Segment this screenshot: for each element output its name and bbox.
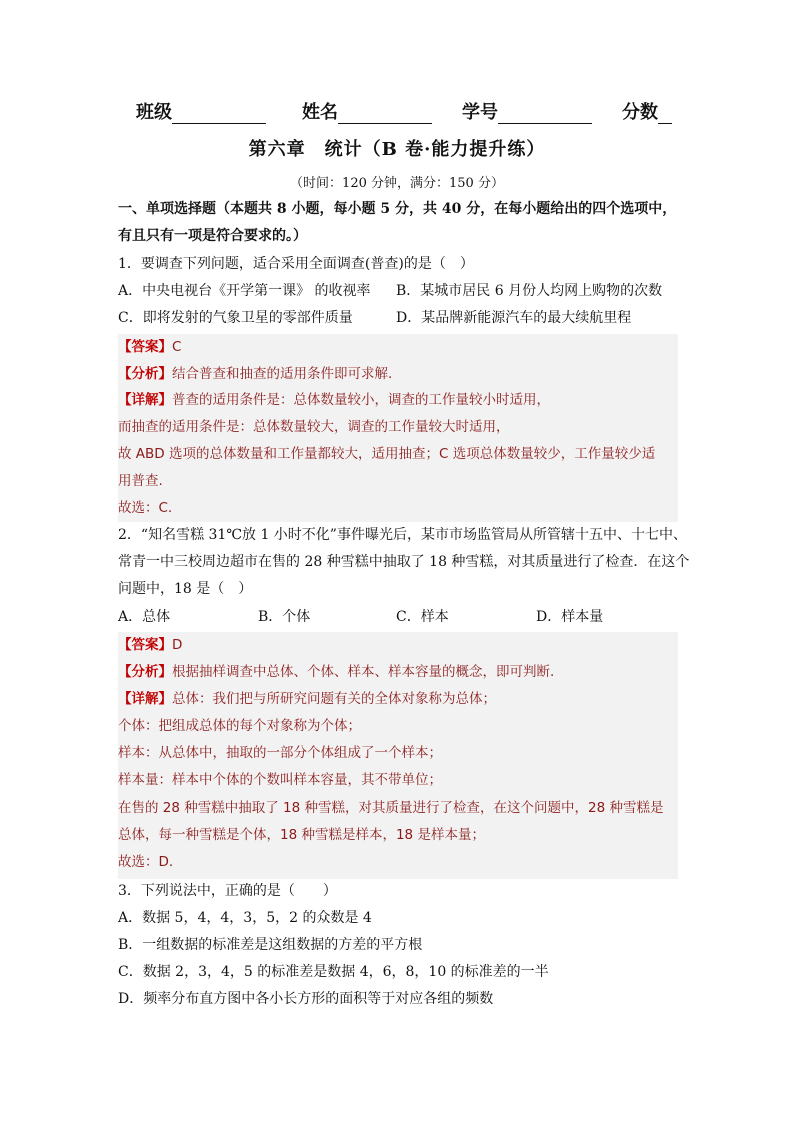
q1-analysis xyxy=(118,364,392,384)
analysis-tag: 【分析】 xyxy=(118,664,172,680)
section-heading xyxy=(118,196,678,250)
q1-analysis-text: 结合普查和抽查的适用条件即可求解. xyxy=(172,366,393,382)
q2-option-d[interactable]: D．样本量 xyxy=(536,609,604,625)
q1-detail xyxy=(118,390,550,410)
q2-answer xyxy=(118,635,182,655)
q1-option-a[interactable]: A．中央电视台《开学第一课》 的收视率 xyxy=(118,283,371,299)
analysis-tag: 【分析】 xyxy=(118,366,172,382)
q2-detail-line: 在售的 28 种雪糕中抽取了 18 种雪糕，对其质量进行了检查，在这个问题中，28 种雪糕是 xyxy=(118,800,664,816)
q1-detail-line: 普查的适用条件是：总体数量较小，调查的工作量较小时适用， xyxy=(172,392,550,408)
class-blank[interactable] xyxy=(172,105,266,124)
q2-stem-line-1: 2．“知名雪糕 31℃放 1 小时不化”事件曝光后，某市市场监管局从所管辖十五中、十七中、 xyxy=(118,527,687,543)
name-field xyxy=(302,98,432,124)
q3-option-b[interactable]: B．一组数据的标准差是这组数据的方差的平方根 xyxy=(118,937,423,953)
q2-answer-block xyxy=(118,632,678,879)
q1-answer-block xyxy=(118,334,678,522)
class-field xyxy=(136,98,266,124)
q3-option-c[interactable]: C．数据 2，3，4，5 的标准差是数据 4，6，8，10 的标准差的一半 xyxy=(118,964,549,980)
name-blank[interactable] xyxy=(338,105,432,124)
q2-detail-line: 样本：从总体中，抽取的一部分个体组成了一个样本； xyxy=(118,745,442,761)
header-info xyxy=(136,98,676,124)
q1-stem: 1．要调查下列问题，适合采用全面调查(普查)的是（ ） xyxy=(118,256,474,272)
score-blank[interactable] xyxy=(658,105,672,124)
score-field xyxy=(622,98,672,124)
exam-time-info: （时间：120 分钟，满分：150 分） xyxy=(290,176,504,191)
answer-tag: 【答案】 xyxy=(118,339,172,355)
q2-option-b[interactable]: B．个体 xyxy=(258,609,311,625)
q2-answer-value: D xyxy=(172,637,183,653)
page-title: 第六章 统计（B 卷·能力提升练） xyxy=(248,139,546,160)
q1-option-b[interactable]: B．某城市居民 6 月份人均网上购物的次数 xyxy=(396,283,663,299)
detail-tag: 【详解】 xyxy=(118,691,172,707)
name-label: 姓名 xyxy=(302,102,338,123)
q1-detail-line: 用普查. xyxy=(118,473,163,489)
id-blank[interactable] xyxy=(498,105,592,124)
q2-stem-line-3: 问题中，18 是（ ） xyxy=(118,581,253,597)
q1-conclusion: 故选：C. xyxy=(118,500,173,516)
q2-option-c[interactable]: C．样本 xyxy=(396,609,449,625)
detail-tag: 【详解】 xyxy=(118,392,172,408)
q1-option-c[interactable]: C．即将发射的气象卫星的零部件质量 xyxy=(118,310,353,326)
q2-analysis xyxy=(118,662,554,682)
q2-analysis-text: 根据抽样调查中总体、个体、样本、样本容量的概念，即可判断. xyxy=(172,664,555,680)
score-label: 分数 xyxy=(622,102,658,123)
q2-stem-line-2: 常青一中三校周边超市在售的 28 种雪糕中抽取了 18 种雪糕，对其质量进行了检查．在这个 xyxy=(118,554,690,570)
q2-option-a[interactable]: A．总体 xyxy=(118,609,171,625)
q3-stem: 3．下列说法中，正确的是（ ） xyxy=(118,883,337,899)
q3-option-a[interactable]: A．数据 5，4，4，3，5，2 的众数是 4 xyxy=(118,910,372,926)
answer-tag: 【答案】 xyxy=(118,637,172,653)
q2-detail-line: 总体：我们把与所研究问题有关的全体对象称为总体； xyxy=(172,691,496,707)
q3-option-d[interactable]: D．频率分布直方图中各小长方形的面积等于对应各组的频数 xyxy=(118,991,494,1007)
q1-answer-value: C xyxy=(172,339,182,355)
q2-detail-line: 个体：把组成总体的每个对象称为个体； xyxy=(118,718,361,734)
class-label: 班级 xyxy=(136,102,172,123)
section-heading-line-1: 一、单项选择题（本题共 8 小题，每小题 5 分，共 40 分，在每小题给出的四个选项中， xyxy=(118,201,677,217)
id-field xyxy=(462,98,592,124)
q2-detail-line: 总体，每一种雪糕是个体，18 种雪糕是样本，18 是样本量； xyxy=(118,827,485,843)
q1-answer xyxy=(118,337,181,357)
q2-conclusion: 故选：D. xyxy=(118,854,174,870)
q2-detail xyxy=(118,689,496,709)
q1-detail-line: 而抽查的适用条件是：总体数量较大，调查的工作量较大时适用， xyxy=(118,419,510,435)
section-heading-line-2: 有且只有一项是符合要求的。） xyxy=(118,228,307,244)
q2-detail-line: 样本量：样本中个体的个数叫样本容量，其不带单位； xyxy=(118,772,442,788)
id-label: 学号 xyxy=(462,102,498,123)
q1-option-d[interactable]: D．某品牌新能源汽车的最大续航里程 xyxy=(396,310,632,326)
q1-detail-line: 故 ABD 选项的总体数量和工作量都较大，适用抽查；C 选项总体数量较少，工作量较少适 xyxy=(118,446,656,462)
